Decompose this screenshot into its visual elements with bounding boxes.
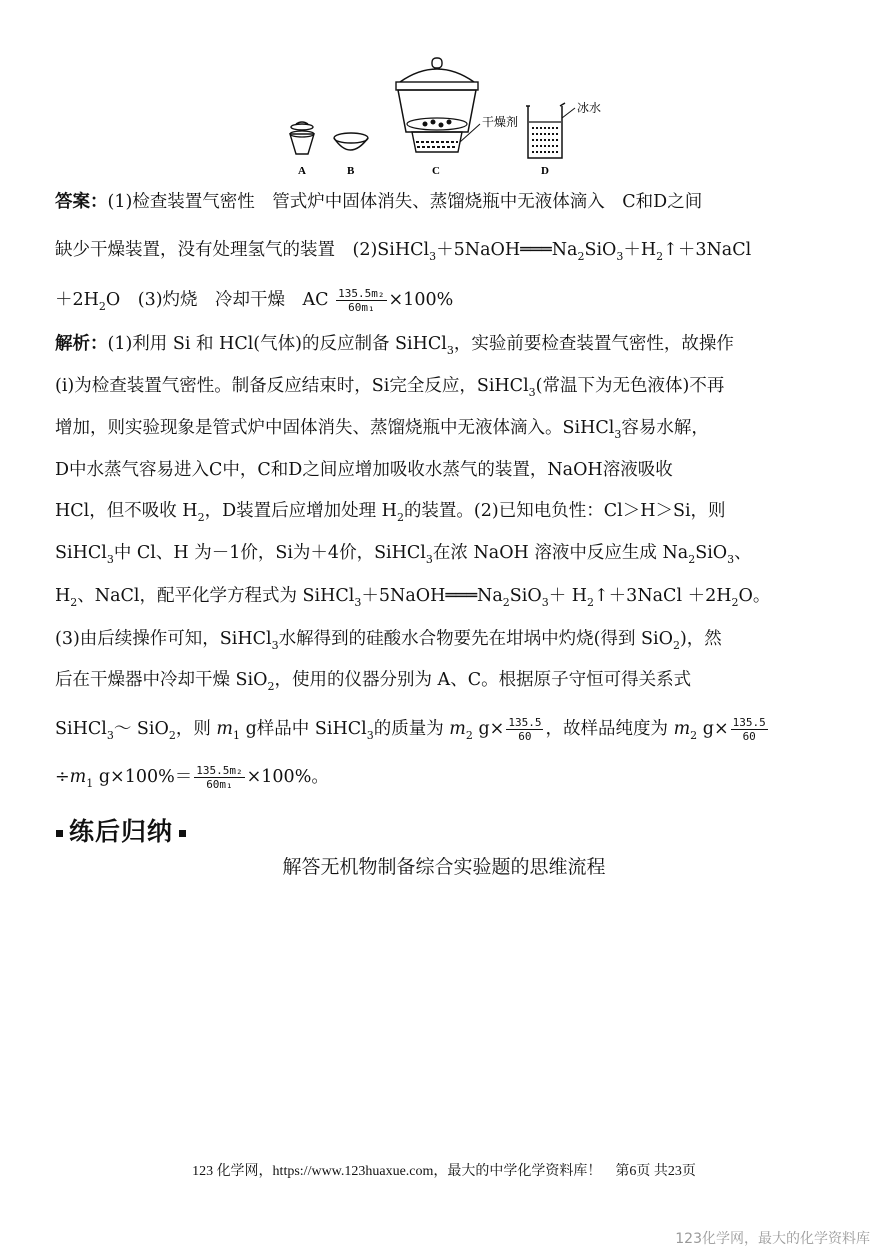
watermark: 123化学网，最大的化学资料库 <box>675 1231 870 1247</box>
section-heading <box>50 812 192 848</box>
analysis-line-1: 解析：(1)利用 Si 和 HCl(气体)的反应制备 SiHCl$_3$，实验前要检查装置气密性，故操作 <box>55 334 734 357</box>
analysis-label: 解析： <box>55 334 108 354</box>
analysis-line-6: SiHCl$_3$中 Cl、H 为－1价，Si为＋4价，SiHCl$_3$在浓 NaOH 溶液中反应生成 $Na_2SiO_3$、 <box>55 543 752 566</box>
purity-fraction: $\frac{\text{135.5m₂}}{\text{60m₁}}$ <box>338 287 385 314</box>
fraction-purity-factor: $\frac{135.5}{60}$ <box>732 716 766 743</box>
crucible-a <box>290 122 314 177</box>
apparatus-figure <box>270 50 630 185</box>
desiccant-label: 干燥剂 <box>482 115 519 129</box>
analysis-line-9: 后在干燥器中冷却干燥 SiO$_2$，使用的仪器分别为 A、C。根据原子守恒可得关系式 <box>55 670 692 693</box>
label-c: C <box>432 165 440 177</box>
fraction-mass: $\frac{135.5}{60}$ <box>508 716 542 743</box>
answer-text: (1)检查装置气密性 管式炉中固体消失、蒸馏烧瓶中无液体滴入 C和D之间 <box>107 192 703 212</box>
square-bullet-icon <box>56 830 63 837</box>
square-bullet-icon <box>179 830 186 837</box>
analysis-line-3: 增加，则实验现象是管式炉中固体消失、蒸馏烧瓶中无液体滴入。SiHCl$_3$容易水解， <box>55 418 709 441</box>
analysis-line-7: $H_2$、NaCl，配平化学方程式为 $SiHCl_3+5NaOH═══Na_2SiO_3+$ $H_2↑+3NaCl +2H_2O$。 <box>55 586 771 609</box>
flow-subtitle: 解答无机物制备综合实验题的思维流程 <box>282 856 606 878</box>
answer-line-1 <box>55 190 838 214</box>
analysis-line-8: (3)由后续操作可知，SiHCl$_3$水解得到的硅酸水合物要先在坩埚中灼烧(得到 SiO$_2$)，然 <box>55 629 722 652</box>
answer-line-3: $+2H_2O$ (3)灼烧 冷却干燥 AC $\frac{\text{135.5m₂}}{\text{60m₁}}$ ×100% <box>55 287 454 314</box>
label-d: D <box>541 165 549 177</box>
apparatus-diagram <box>270 50 630 185</box>
answer-line-2: 缺少干燥装置，没有处理氢气的装置 $(2)SiHCl_3+5NaOH═══Na_2SiO_3+H_2↑+3NaCl$ <box>55 240 752 263</box>
analysis-line-10: SiHCl$_3$～ SiO$_2$，则 $m_1$ g样品中 SiHCl$_3$的质量为 $m_2$ g× $\frac{135.5}{60}$ ，故样品纯度为 $m_2$ g× $\frac{135.5}{60}$ <box>55 716 766 743</box>
label-a: A <box>298 165 306 177</box>
page-footer: 123 化学网，https://www.123huaxue.com，最大的中学化学资料库！ 第6页 共23页 <box>192 1164 696 1179</box>
analysis-line-11: $\div m_1$ g×100%＝ $\frac{\text{135.5m₂}}{\text{60m₁}}$ ×100%。 <box>55 764 329 791</box>
desiccator-c <box>396 58 518 177</box>
beaker-d <box>526 100 601 177</box>
label-b: B <box>347 165 355 177</box>
analysis-line-5: HCl，但不吸收 $H_2$，D装置后应增加处理 $H_2$的装置。(2)已知电负性：Cl＞H＞Si，则 <box>55 501 726 524</box>
analysis-line-4: D中水蒸气容易进入C中，C和D之间应增加吸收水蒸气的装置，NaOH溶液吸收 <box>55 460 673 480</box>
dish-b <box>334 133 368 177</box>
section-title: 练后归纳 <box>69 817 174 846</box>
answer-label: 答案： <box>55 192 108 212</box>
fraction-purity-result: $\frac{\text{135.5m₂}}{\text{60m₁}}$ <box>196 764 243 791</box>
analysis-line-2: (i)为检查装置气密性。制备反应结束时，Si完全反应，SiHCl$_3$(常温下为无色液体)不再 <box>55 376 725 399</box>
ice-water-label: 冰水 <box>577 101 602 115</box>
